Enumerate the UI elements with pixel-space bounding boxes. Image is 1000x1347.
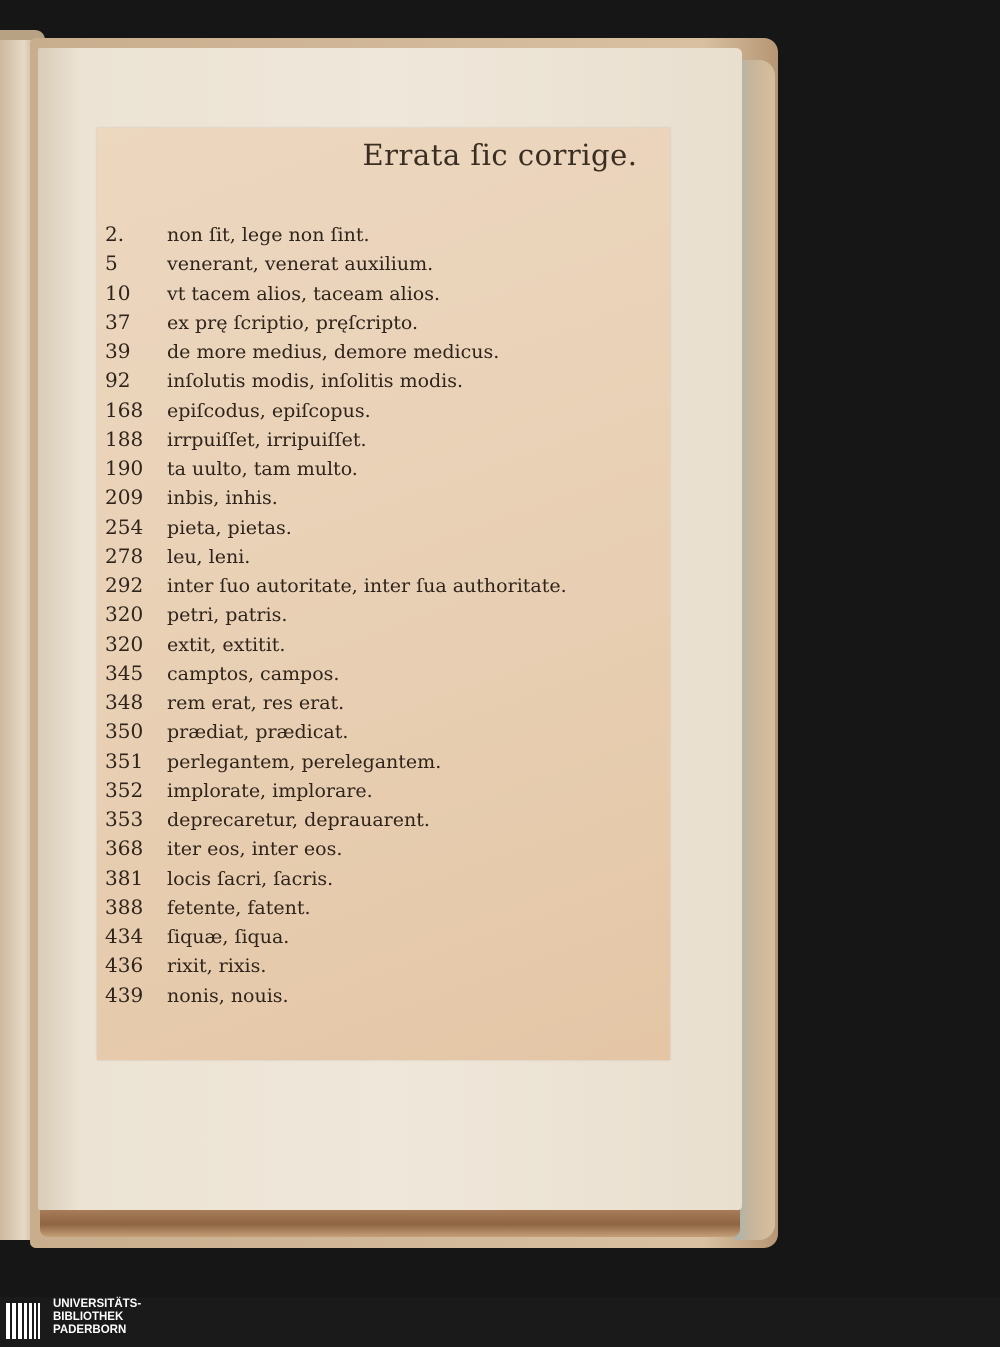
errata-correction: implorate, implorare. — [167, 779, 373, 802]
library-footer — [0, 1297, 1000, 1347]
errata-page-number: 345 — [105, 660, 144, 685]
errata-page-number: 348 — [105, 690, 144, 714]
errata-correction: extit, extitit. — [167, 633, 286, 656]
errata-correction: fetente, fatent. — [167, 896, 311, 919]
errata-row — [105, 807, 675, 836]
errata-page-number: 37 — [105, 309, 131, 334]
errata-row — [105, 778, 675, 807]
errata-correction: vt tacem alios, taceam alios. — [167, 282, 441, 305]
errata-correction: perlegantem, perelegantem. — [167, 750, 442, 773]
errata-row — [105, 836, 675, 865]
errata-page-number: 254 — [105, 514, 144, 539]
errata-row — [105, 368, 675, 397]
errata-correction: inbis, inhis. — [167, 487, 278, 510]
errata-row — [105, 866, 675, 895]
errata-row — [105, 251, 675, 280]
errata-page-number: 2. — [105, 222, 125, 246]
errata-page-number: 352 — [105, 777, 144, 802]
errata-page-number: 353 — [105, 807, 144, 831]
errata-page-number: 351 — [105, 748, 144, 773]
errata-row — [105, 310, 675, 339]
errata-row — [105, 398, 675, 427]
errata-row — [105, 690, 675, 719]
errata-page-number: 388 — [105, 894, 144, 919]
errata-page-number: 436 — [105, 953, 144, 978]
errata-row — [105, 661, 675, 690]
errata-row — [105, 602, 675, 631]
library-logo-line3: PADERBORN — [53, 1324, 127, 1336]
errata-list — [105, 222, 675, 1012]
errata-correction: ſiquæ, ſiqua. — [167, 926, 290, 948]
errata-page-number: 5 — [105, 251, 118, 276]
errata-page-number: 209 — [105, 485, 144, 510]
errata-page-number: 10 — [105, 280, 131, 305]
errata-row — [105, 895, 675, 924]
errata-correction: nonis, nouis. — [167, 984, 289, 1007]
errata-correction: non ſit, lege non ſint. — [167, 224, 370, 246]
library-logo-line1: UNIVERSITÄTS- — [53, 1298, 142, 1310]
errata-correction: irrpuiſſet, irripuiſſet. — [167, 428, 367, 451]
errata-page-number: 278 — [105, 543, 144, 568]
errata-page-number: 190 — [105, 456, 144, 480]
errata-correction: inter ſuo autoritate, inter ſua authoritate. — [167, 575, 567, 597]
errata-page-number: 368 — [105, 836, 144, 861]
errata-page-number: 320 — [105, 631, 144, 656]
errata-row — [105, 339, 675, 368]
errata-correction: ex prę ſcriptio, pręſcripto. — [167, 311, 419, 334]
errata-row — [105, 719, 675, 748]
errata-row — [105, 222, 675, 251]
errata-correction: leu, leni. — [167, 545, 251, 568]
errata-title: Errata ſic corrige. — [362, 138, 638, 172]
errata-page-number: 381 — [105, 865, 144, 890]
errata-page-number: 168 — [105, 397, 144, 422]
errata-page-number: 292 — [105, 573, 144, 597]
errata-page-number: 188 — [105, 426, 144, 451]
errata-page-number: 434 — [105, 924, 144, 948]
errata-correction: de more medius, demore medicus. — [167, 341, 500, 363]
errata-row — [105, 573, 675, 602]
errata-row — [105, 281, 675, 310]
errata-correction: deprecaretur, deprauarent. — [167, 809, 430, 831]
errata-page-number: 350 — [105, 719, 144, 744]
errata-correction: camptos, campos. — [167, 662, 340, 685]
library-logo-line2: BIBLIOTHEK — [53, 1311, 124, 1323]
errata-correction: petri, patris. — [167, 604, 288, 627]
errata-correction: iter eos, inter eos. — [167, 838, 343, 861]
errata-row — [105, 485, 675, 514]
errata-row — [105, 953, 675, 982]
errata-correction: inſolutis modis, inſolitis modis. — [167, 370, 464, 393]
errata-page-number: 39 — [105, 339, 131, 363]
errata-correction: ta uulto, tam multo. — [167, 458, 358, 480]
errata-row — [105, 632, 675, 661]
errata-row — [105, 456, 675, 485]
errata-page-number: 92 — [105, 368, 131, 393]
errata-correction: locis ſacri, ſacris. — [167, 867, 334, 890]
errata-correction: venerant, venerat auxilium. — [167, 253, 434, 276]
errata-page-number: 320 — [105, 602, 144, 627]
errata-correction: prædiat, prædicat. — [167, 721, 349, 744]
errata-correction: rixit, rixis. — [167, 955, 267, 978]
errata-row — [105, 749, 675, 778]
library-logo-text — [53, 1298, 141, 1337]
errata-row — [105, 515, 675, 544]
errata-row — [105, 544, 675, 573]
errata-row — [105, 924, 675, 953]
errata-page-number: 439 — [105, 982, 144, 1007]
errata-row — [105, 983, 675, 1012]
errata-correction: rem erat, res erat. — [167, 692, 345, 714]
errata-correction: pieta, pietas. — [167, 516, 292, 539]
library-logo-icon — [6, 1303, 46, 1339]
errata-correction: epiſcodus, epiſcopus. — [167, 399, 371, 422]
errata-row — [105, 427, 675, 456]
